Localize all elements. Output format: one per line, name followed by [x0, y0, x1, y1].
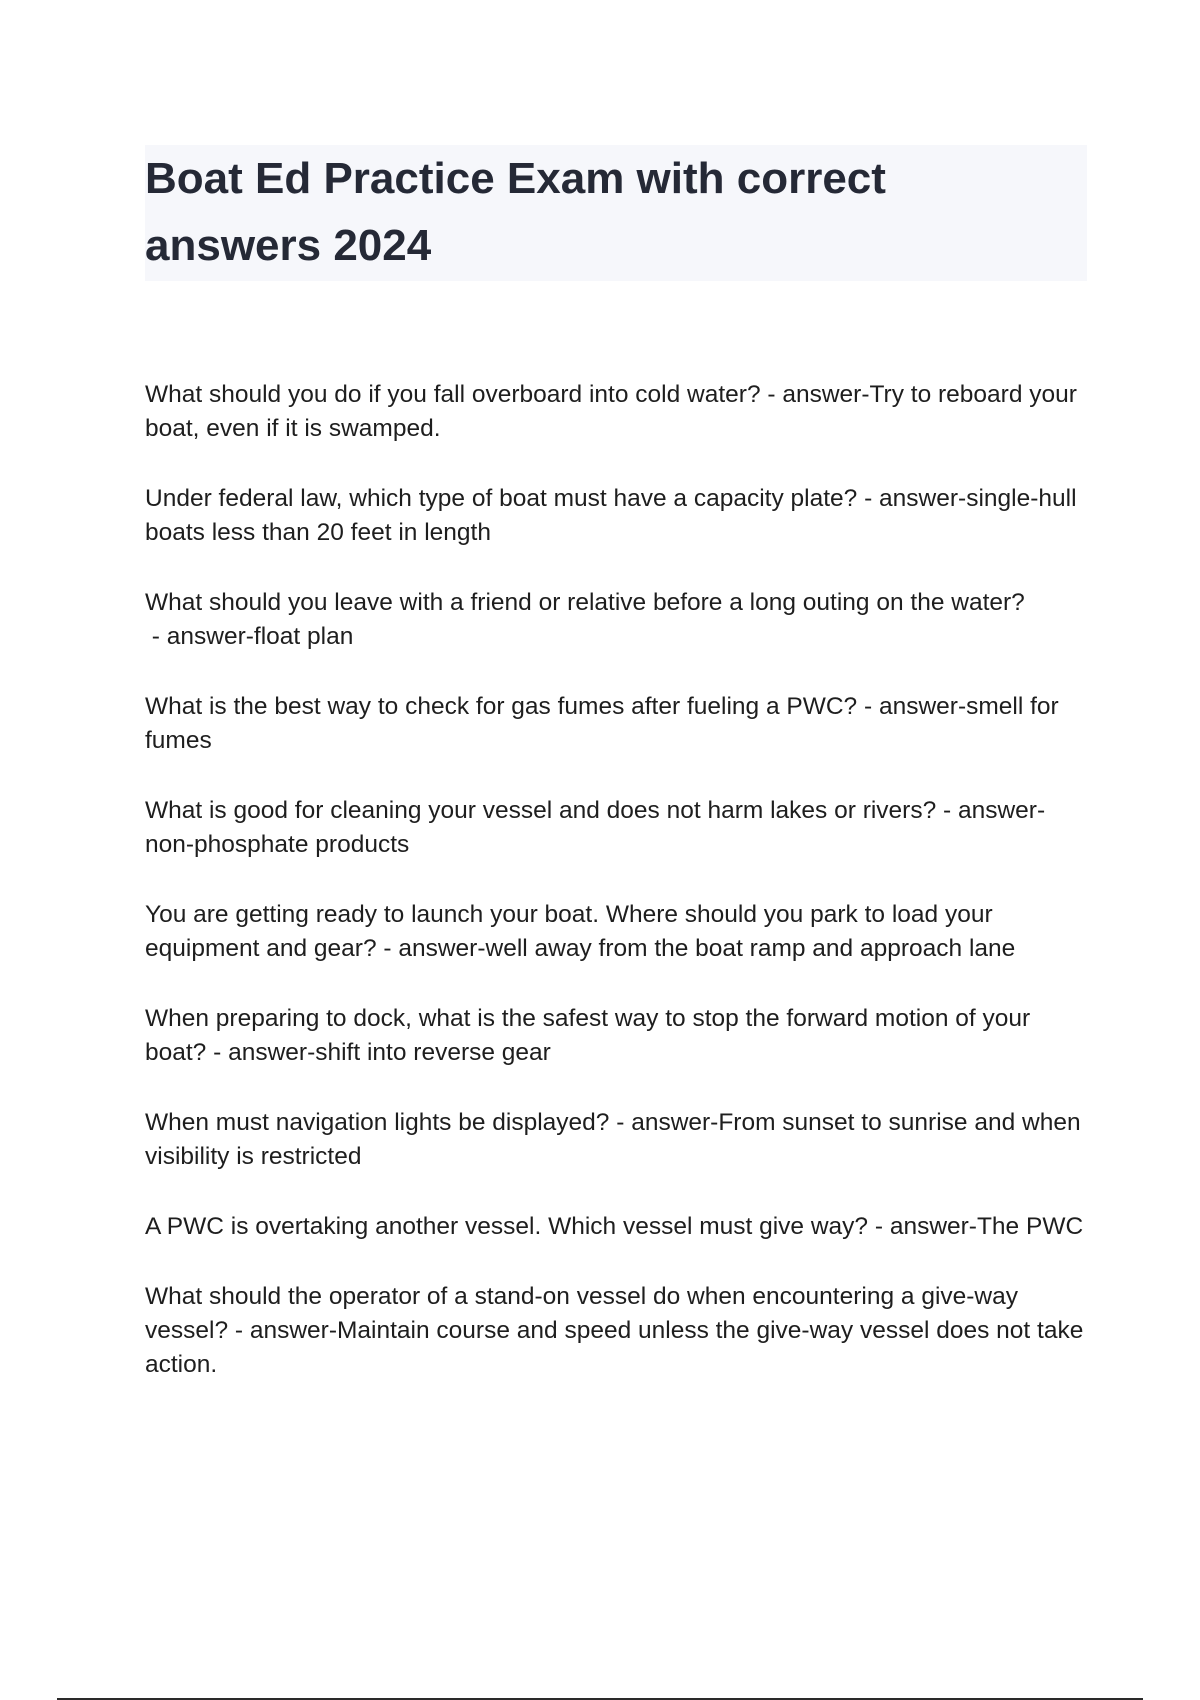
answer-text: shift into reverse gear [315, 1039, 551, 1066]
question-text: A PWC is overtaking another vessel. Which vessel must give way? [145, 1213, 869, 1240]
answer-separator: - answer- [376, 935, 486, 962]
answer-separator: - answer- [857, 485, 967, 512]
answer-text: Maintain course and speed unless the give-way vessel does not take action. [145, 1317, 1084, 1378]
title-banner [145, 145, 1087, 281]
question-text: What is good for cleaning your vessel and does not harm lakes or rivers? [145, 797, 937, 824]
answer-separator: - answer- [609, 1109, 719, 1136]
qa-item [145, 586, 1090, 654]
answer-separator: - answer- [936, 797, 1046, 824]
question-text: What should you leave with a friend or relative before a long outing on the water? [145, 589, 1025, 616]
question-text: When preparing to dock, what is the safest way to stop the forward motion of your boat? [145, 1005, 1031, 1066]
answer-separator: - answer- [868, 1213, 977, 1240]
answer-separator: - answer- [206, 1039, 316, 1066]
answer-text: single-hull boats less than 20 feet in length [145, 485, 1077, 546]
question-text: What should you do if you fall overboard into cold water? [145, 381, 761, 408]
answer-separator: - answer- [228, 1317, 337, 1344]
qa-item [145, 1280, 1090, 1382]
answer-text: The PWC [976, 1213, 1084, 1240]
qa-item [145, 898, 1090, 966]
question-text: What is the best way to check for gas fumes after fueling a PWC? [145, 693, 858, 720]
answer-separator: - answer- [145, 623, 254, 650]
answer-separator: - answer- [857, 693, 967, 720]
qa-item [145, 794, 1090, 862]
qa-item [145, 690, 1090, 758]
qa-item [145, 482, 1090, 550]
document-title: Boat Ed Practice Exam with correct answers 2024 [145, 154, 886, 270]
question-text: You are getting ready to launch your boat. Where should you park to load your equipment and gear? [145, 901, 993, 962]
answer-text: well away from the boat ramp and approach lane [485, 935, 1016, 962]
qa-list [145, 378, 1090, 1418]
answer-text: From sunset to sunrise and when visibility is restricted [145, 1109, 1081, 1170]
question-text: When must navigation lights be displayed? [145, 1109, 610, 1136]
qa-item [145, 378, 1090, 446]
answer-text: smell for fumes [145, 693, 1059, 754]
question-text: What should the operator of a stand-on vessel do when encountering a give-way vessel? [145, 1283, 1019, 1344]
qa-item [145, 1210, 1090, 1244]
question-text: Under federal law, which type of boat must have a capacity plate? [145, 485, 858, 512]
qa-item [145, 1002, 1090, 1070]
answer-text: Try to reboard your boat, even if it is swamped. [145, 381, 1077, 442]
answer-separator: - answer- [760, 381, 870, 408]
answer-text: float plan [253, 623, 354, 650]
answer-text: non-phosphate products [145, 831, 410, 858]
qa-item [145, 1106, 1090, 1174]
